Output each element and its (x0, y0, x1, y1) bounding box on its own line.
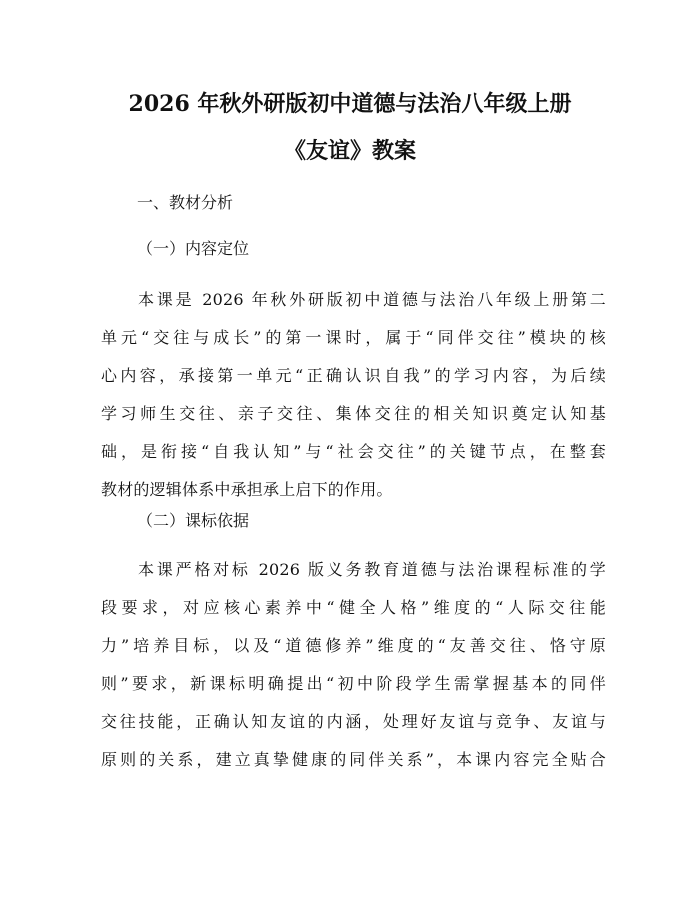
paragraph-line: 原则的关系，建立真挚健康的同伴关系”，本课内容完全贴合 (101, 750, 606, 769)
paragraph-line: 学习师生交往、亲子交往、集体交往的相关知识奠定认知基 (101, 404, 606, 423)
paragraph-line: 本课是 2026 年秋外研版初中道德与法治八年级上册第二 (138, 290, 606, 309)
paragraph-line: 力”培养目标，以及“道德修养”维度的“友善交往、恪守原 (101, 636, 606, 655)
paragraph-line: 则”要求，新课标明确提出“初中阶段学生需掌握基本的同伴 (101, 674, 606, 693)
document-title-line-1: 2026 年秋外研版初中道德与法治八年级上册 (128, 91, 572, 117)
subsection-heading-content-positioning: （一）内容定位 (137, 239, 250, 258)
section-heading-textbook-analysis: 一、教材分析 (137, 193, 234, 212)
paragraph-line: 教材的逻辑体系中承担承上启下的作用。 (101, 480, 393, 499)
paragraph-line: 本课严格对标 2026 版义务教育道德与法治课程标准的学 (138, 560, 606, 579)
paragraph-line: 段要求，对应核心素养中“健全人格”维度的“人际交往能 (101, 598, 606, 617)
subsection-heading-curriculum-basis: （二）课标依据 (137, 511, 250, 530)
paragraph-line: 单元“交往与成长”的第一课时，属于“同伴交往”模块的核 (101, 328, 606, 347)
paragraph-line: 础，是衔接“自我认知”与“社会交往”的关键节点，在整套 (101, 442, 606, 461)
paragraph-line: 心内容，承接第一单元“正确认识自我”的学习内容，为后续 (101, 366, 606, 385)
document-title-line-2: 《友谊》教案 (283, 138, 416, 164)
paragraph-curriculum-basis (101, 559, 606, 787)
paragraph-content-positioning (101, 289, 606, 517)
paragraph-line: 交往技能，正确认知友谊的内涵，处理好友谊与竞争、友谊与 (101, 712, 606, 731)
